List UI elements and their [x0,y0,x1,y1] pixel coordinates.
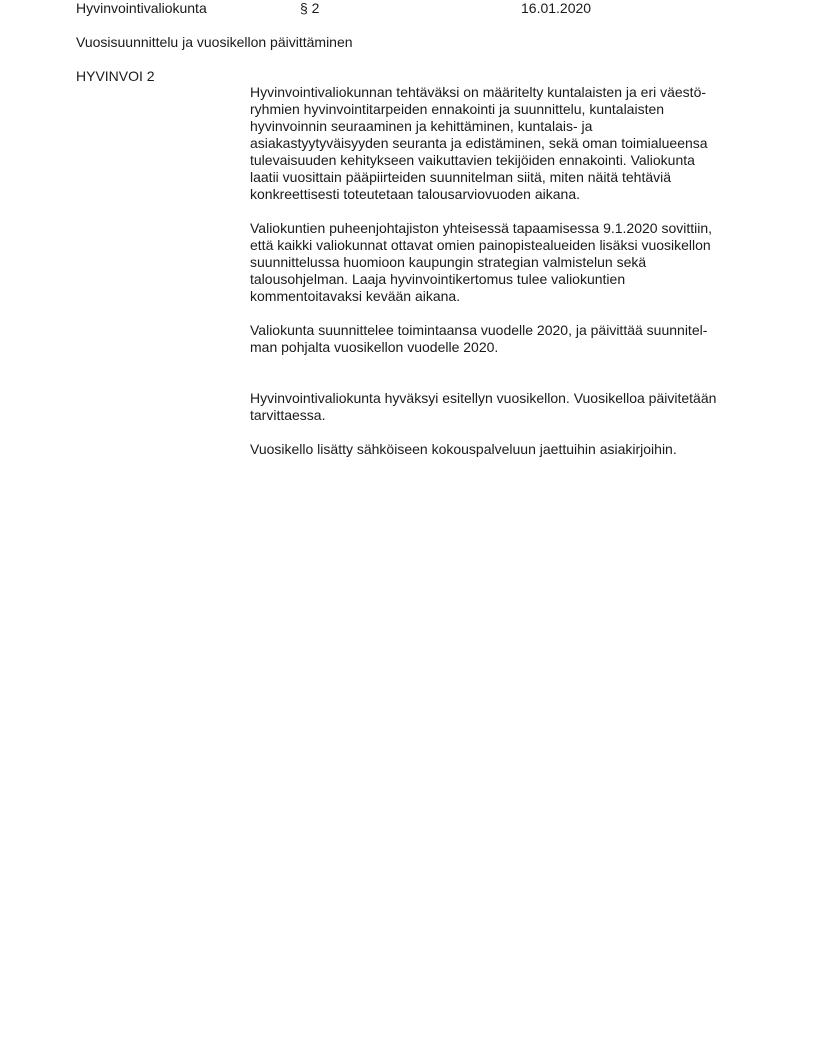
note-paragraph: Vuosikello lisätty sähköiseen kokouspalveluun jaettuihin asiakirjoihin. [250,441,677,457]
document-reference: HYVINVOI 2 [76,68,155,84]
section-number: § 2 [300,0,320,16]
decision-paragraph: Hyvinvointivaliokunta hyväksyi esitellyn vuosikellon. Vuosikelloa päivitetään tarvittaessa. [250,390,717,423]
committee-name: Hyvinvointivaliokunta [76,0,207,16]
body-paragraph-planning: Valiokunta suunnittelee toimintaansa vuodelle 2020, ja päivittää suunnitel- man pohjalta vuosikellon vuodelle 2020. [250,322,708,355]
meeting-date: 16.01.2020 [521,0,592,16]
body-paragraph-agreement: Valiokuntien puheenjohtajiston yhteisessä tapaamisessa 9.1.2020 sovittiin, että kaikki valiokunnat ottavat omien painopistealueiden lisäksi vuosikellon suunnittelussa huomioon kaupungin strategian valmistelun sekä talousohjelman. Laaja hyvinvointikertomus tulee valiokuntien kommentoitavaksi kevään aikana. [250,220,713,304]
document-title: Vuosisuunnittelu ja vuosikellon päivittäminen [76,34,353,50]
document-header [0,0,816,18]
body-paragraph-duties: Hyvinvointivaliokunnan tehtäväksi on määritelty kuntalaisten ja eri väestö- ryhmien hyvinvointitarpeiden ennakointi ja suunnittelu, kuntalaisten hyvinvoinnin seuraaminen ja kehittäminen, kuntalais- ja asiakastyytyväisyyden seuranta ja edistäminen, sekä oman toimialueensa tulevaisuuden kehitykseen vaikuttavien tekijöiden ennakointi. Valiokunta laatii vuosittain pääpiirteiden suunnitelman siitä, miten näitä tehtäviä konkreettisesti toteutetaan talousarviovuoden aikana. [250,84,708,202]
document-body [250,84,742,458]
